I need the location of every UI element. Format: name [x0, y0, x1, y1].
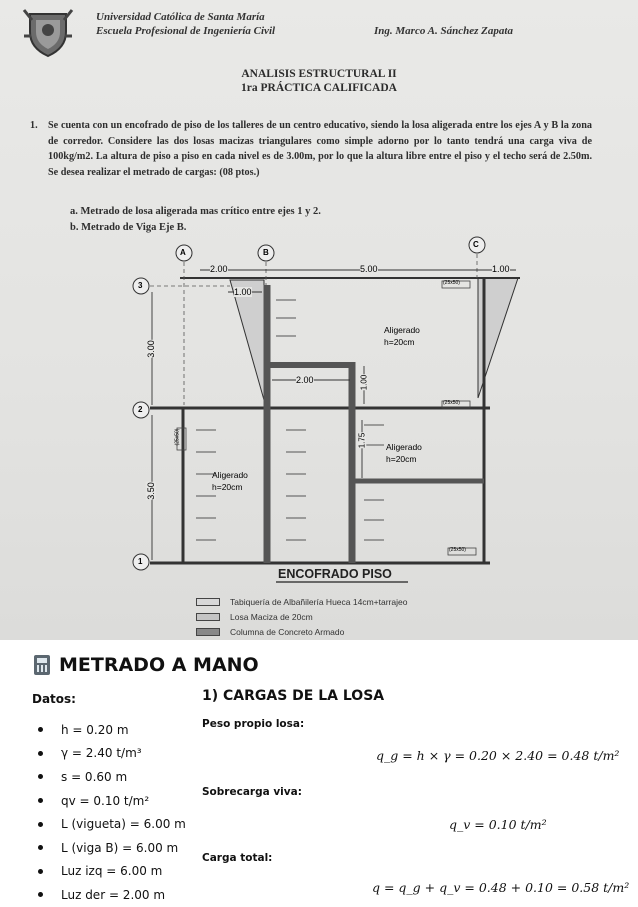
beam-tag-2: (25x50) [443, 400, 460, 406]
slab-thickness-left: h=20cm [212, 482, 243, 492]
legend-label-masonry: Tabiquería de Albañilería Hueca 14cm+tarrajeo [230, 597, 408, 607]
legend-swatch-solid-slab [196, 613, 220, 621]
calculation-notes [0, 640, 638, 902]
dim-inner-vert: 1.00 [359, 374, 369, 391]
dim-inner-beam: 2.00 [296, 375, 314, 385]
peso-propio-label: Peso propio losa: [202, 718, 305, 730]
school-name: Escuela Profesional de Ingeniería Civil [96, 25, 276, 37]
dim-left-lower: 3.50 [145, 482, 156, 500]
sobrecarga-label: Sobrecarga viva: [202, 786, 302, 798]
datos-label: Datos: [32, 692, 76, 706]
question-number: 1. [30, 120, 38, 131]
triangular-slab-left [230, 280, 264, 400]
slab-label-upper: Aligerado [384, 325, 420, 335]
axis-label-b: B [263, 248, 269, 257]
notes-title [34, 654, 259, 676]
datos-item-qv: qv = 0.10 t/m² [32, 789, 186, 813]
equation-carga-total: q = q_g + q_v = 0.48 + 0.10 = 0.58 t/m² [372, 880, 630, 895]
slab-label-right: Aligerado [386, 442, 422, 452]
datos-list [32, 718, 186, 907]
legend-item-column [196, 627, 344, 637]
section-title-cargas: 1) CARGAS DE LA LOSA [202, 688, 385, 704]
dim-top-mid: 5.00 [360, 264, 378, 274]
exam-title: ANALISIS ESTRUCTURAL II [241, 68, 397, 80]
notes-title-text: METRADO A MANO [59, 654, 259, 676]
joist-lines [196, 300, 384, 540]
legend-item-solid-slab [196, 612, 313, 622]
exam-subtitle: 1ra PRÁCTICA CALIFICADA [241, 82, 397, 94]
carga-total-label: Carga total: [202, 852, 273, 864]
beam-tag-3: (25x50) [449, 547, 466, 553]
datos-item-luz-der: Luz der = 2.00 m [32, 883, 186, 907]
legend-label-column: Columna de Concreto Armado [230, 627, 345, 637]
axis-label-3: 3 [138, 281, 143, 290]
dim-top-right: 1.00 [492, 264, 510, 274]
dim-top-left: 2.00 [210, 264, 228, 274]
beam-tag-4: (25x50) [174, 428, 181, 446]
datos-item-s: s = 0.60 m [32, 765, 186, 789]
legend-label-solid-slab: Losa Maciza de 20cm [230, 612, 313, 622]
dim-left-upper: 3.00 [145, 340, 156, 358]
question-text: Se cuenta con un encofrado de piso de los talleres de un centro educativo, siendo la losa aligerada entre los ejes A y B la zona de corredor. Considere las dos losas macizas triangulares como simple adorno por lo tanto tendrá una carga viva de 100kg/m2. La altura de piso a piso en cada nivel es de 3.00m, por lo que la altura libre entre el piso y el techo será de 2.50m. Se desea realizar el metrado de cargas: (08 ptos.) [48, 120, 592, 179]
axis-label-2: 2 [138, 405, 143, 414]
beam-tag-1: (25x50) [443, 280, 460, 286]
datos-item-gamma: γ = 2.40 t/m³ [32, 742, 186, 766]
datos-item-l-vigueta: L (vigueta) = 6.00 m [32, 812, 186, 836]
question-item-b: b. Metrado de Viga Eje B. [70, 222, 187, 233]
slab-label-left: Aligerado [212, 470, 248, 480]
slab-thickness-right: h=20cm [386, 454, 417, 464]
legend-swatch-column [196, 628, 220, 636]
question-item-a: a. Metrado de losa aligerada mas crítico entre ejes 1 y 2. [70, 206, 321, 217]
datos-item-luz-izq: Luz izq = 6.00 m [32, 860, 186, 884]
calculator-icon [34, 655, 50, 675]
legend-swatch-masonry [196, 598, 220, 606]
legend-item-masonry [196, 597, 407, 607]
datos-item-h: h = 0.20 m [32, 718, 186, 742]
university-name: Universidad Católica de Santa María [96, 11, 265, 23]
slab-thickness-upper: h=20cm [384, 337, 415, 347]
axis-label-1: 1 [138, 557, 143, 566]
dim-inner-vert-2: 1.75 [357, 432, 367, 449]
axis-label-a: A [180, 248, 186, 257]
dim-cantilever: 1.00 [234, 287, 252, 297]
equation-peso-propio: q_g = h × γ = 0.20 × 2.40 = 0.48 t/m² [376, 748, 620, 763]
professor-name: Ing. Marco A. Sánchez Zapata [374, 25, 513, 37]
plan-caption: ENCOFRADO PISO [278, 567, 392, 581]
equation-sobrecarga: q_v = 0.10 t/m² [449, 817, 547, 832]
axis-label-c: C [473, 240, 479, 249]
datos-item-l-viga-b: L (viga B) = 6.00 m [32, 836, 186, 860]
